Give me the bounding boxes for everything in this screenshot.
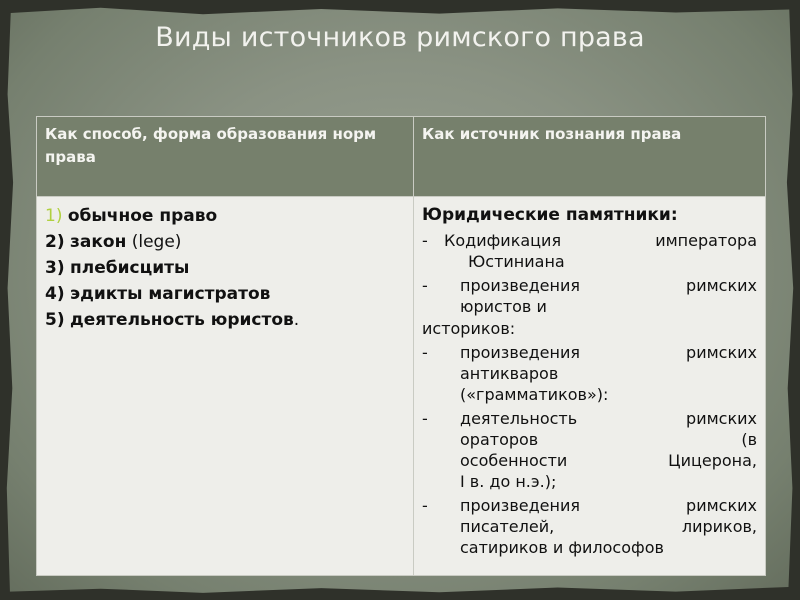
sources-table	[36, 116, 766, 576]
list-item-note: (lege)	[126, 232, 182, 252]
list-item	[45, 255, 405, 281]
legal-monuments-heading: Юридические памятники:	[422, 205, 678, 225]
list-item-line: юристов и	[460, 297, 547, 316]
list-item-term: эдикты магистратов	[70, 284, 271, 304]
list-item-line: («грамматиков»):	[460, 385, 609, 404]
dash-marker: -	[422, 343, 428, 362]
list-item-line: сатириков и философов	[460, 538, 664, 557]
list-item-term: закон	[70, 232, 127, 252]
list-item-number: 1)	[45, 206, 63, 226]
list-item	[422, 408, 757, 492]
list-item	[45, 307, 405, 333]
list-item-number: 4)	[45, 284, 65, 304]
list-item-line: произведения римских	[460, 496, 757, 515]
dash-marker: -	[422, 496, 428, 515]
list-item-number: 2)	[45, 232, 65, 252]
dash-marker: -	[422, 409, 428, 428]
body-cell-formation	[37, 197, 414, 575]
list-item	[422, 495, 757, 558]
table-header-row	[37, 117, 765, 197]
list-item	[45, 229, 405, 255]
list-item	[45, 281, 405, 307]
dash-marker: -	[422, 276, 428, 295]
list-item-line: особенности Цицерона,	[460, 451, 757, 470]
list-item-line: произведения римских	[460, 343, 757, 362]
dash-marker: -	[422, 231, 428, 250]
list-item-term: плебисциты	[70, 258, 190, 278]
list-item	[422, 230, 757, 272]
slide-title: Виды источников римского права	[155, 22, 645, 53]
list-item-term: деятельность юристов	[70, 310, 294, 330]
list-item	[422, 275, 757, 317]
body-cell-knowledge	[414, 197, 765, 575]
table-body-row	[37, 197, 765, 575]
header-cell-knowledge: Как источник познания права	[422, 125, 682, 143]
list-item-line: произведения римских	[460, 276, 757, 295]
list-item-line: I в. до н.э.);	[460, 472, 557, 491]
list-item	[45, 203, 405, 229]
list-item-number: 5)	[45, 310, 65, 330]
header-cell-formation: Как способ, форма образования норм права	[37, 117, 414, 196]
list-item-line: Юстиниана	[468, 252, 565, 271]
list-item-number: 3)	[45, 258, 65, 278]
list-item-line: писателей, лириков,	[460, 517, 757, 536]
list-item	[422, 342, 757, 405]
list-item-term: обычное право	[67, 206, 218, 226]
list-item-line: Кодификация императора	[444, 231, 757, 250]
list-item-line: деятельность римских	[460, 409, 757, 428]
list-item-continuation: историков:	[422, 319, 516, 338]
list-item-note: .	[293, 310, 300, 330]
list-item-line: антикваров	[460, 364, 559, 383]
list-item-line: ораторов (в	[460, 430, 757, 449]
